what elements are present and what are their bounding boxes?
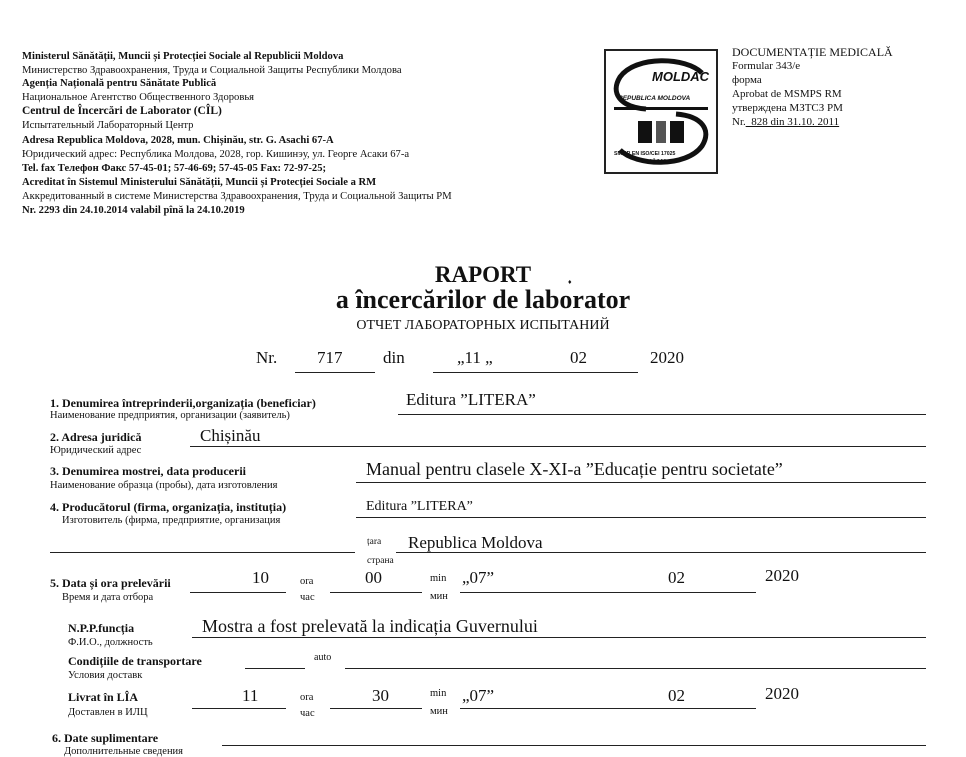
delivered-min-label-ru: мин (430, 706, 448, 717)
sampling-min[interactable]: 00 (365, 568, 382, 587)
logo-standard: SM SR EN ISO/CEI 17025 (614, 151, 676, 157)
report-nr-label: Nr. (256, 348, 278, 367)
transport-line (345, 668, 926, 669)
country-label-ru: страна (367, 556, 394, 566)
npp-label: N.P.P.funcția (68, 621, 135, 635)
header-phone: Tel. fax Телефон Факс 57-45-01; 57-46-69; 57-45-05 Fax: 72-97-25; (22, 163, 327, 174)
sampling-day[interactable]: „07” (462, 568, 495, 587)
sampling-min-line (330, 592, 422, 593)
beneficiary-value[interactable]: Editura ”LITERA” (406, 390, 536, 409)
report-din-label: din (383, 348, 405, 367)
beneficiary-label-ru: Наименование предприятия, организации (заявитель) (50, 410, 290, 421)
legal-address-label: 2. Adresa juridică (50, 430, 142, 444)
delivered-hour-label-ru: час (300, 708, 315, 719)
producer-value[interactable]: Editura ”LITERA” (366, 499, 473, 514)
sampling-hour-label: ora (300, 576, 314, 587)
header-accreditation-nr: Nr. 2293 din 24.10.2014 valabil pînă la 24.10.2019 (22, 205, 245, 216)
report-title: RAPORT (434, 262, 532, 287)
transport-value[interactable]: auto (314, 652, 332, 663)
report-nr-line (295, 372, 375, 373)
legal-address-value[interactable]: Chișinău (200, 426, 261, 445)
report-month[interactable]: 02 (570, 348, 587, 367)
delivered-min[interactable]: 30 (372, 686, 389, 705)
report-year[interactable]: 2020 (650, 348, 684, 367)
additional-label-ru: Дополнительные сведения (64, 746, 184, 757)
npp-value[interactable]: Mostra a fost prelevată la indicația Guvernului (202, 616, 538, 636)
sampling-hour-line (190, 592, 286, 593)
delivered-date-line (460, 708, 756, 709)
report-day[interactable]: „11 „ (457, 348, 493, 367)
delivered-label-ru: Доставлен в ИЛЦ (68, 707, 148, 718)
sampling-label: 5. Data și ora prelevării (50, 576, 171, 590)
delivered-min-label: min (430, 688, 447, 699)
doc-approved-ru: утверждена МЗТСЗ РМ (732, 102, 843, 114)
sampling-year[interactable]: 2020 (765, 566, 799, 585)
sample-name-value[interactable]: Manual pentru clasele X-XI-a ”Educație pentru societate” (366, 459, 783, 479)
sampling-min-label-ru: мин (430, 591, 448, 602)
header-ministry-ro: Ministerul Sănătății, Muncii și Protecției Sociale al Republicii Moldova (22, 51, 344, 62)
header-accreditation-ru: Аккредитованный в системе Министерства Здравоохранения, Труда и Социальной Защиты РМ (22, 191, 452, 202)
report-subtitle: a încercărilor de laborator (335, 285, 631, 314)
logo-code: LÎ-044 (650, 159, 666, 165)
producer-label: 4. Producătorul (firma, organizația, instituția) (50, 500, 287, 514)
report-subtitle-ru: ОТЧЕТ ЛАБОРАТОРНЫХ ИСПЫТАНИЙ (356, 318, 610, 333)
header-address-ru: Юридический адрес: Республика Молдова, 2028, гор. Кишинэу, ул. Георге Асаки 67-а (22, 149, 410, 160)
scan-mark-icon: ♦ (568, 278, 572, 286)
transport-short-line (245, 668, 305, 669)
additional-label: 6. Date suplimentare (52, 731, 159, 745)
header-agency-ru: Национальное Агентство Общественного Здоровья (22, 92, 255, 103)
doc-approved-ro: Aprobat de MSMPS RM (732, 88, 842, 100)
npp-line (192, 637, 926, 638)
report-date-line (433, 372, 638, 373)
delivered-day[interactable]: „07” (462, 686, 495, 705)
logo-name: MOLDAC (652, 69, 710, 84)
header-accreditation-ro: Acreditat în Sistemul Ministerului Sănătății, Muncii și Protecției Sociale a RM (22, 177, 377, 188)
sampling-hour[interactable]: 10 (252, 568, 269, 587)
doc-form-ro: Formular 343/e (732, 60, 801, 72)
sample-name-line (356, 482, 926, 483)
sample-name-label-ru: Наименование образца (пробы), дата изготовления (50, 480, 278, 491)
header-agency-ro: Agenția Națională pentru Sănătate Publică (22, 78, 217, 89)
delivered-hour[interactable]: 11 (242, 686, 259, 705)
doc-form-ru: форма (732, 74, 762, 86)
sampling-date-line (460, 592, 756, 593)
header-center-ro: Centrul de Încercări de Laborator (CÎL) (22, 105, 222, 117)
doc-title: DOCUMENTAȚIE MEDICALĂ (732, 45, 893, 59)
additional-line (222, 745, 926, 746)
doc-nr-prefix: Nr. (732, 116, 746, 128)
delivered-month[interactable]: 02 (668, 686, 685, 705)
sampling-min-label: min (430, 573, 447, 584)
sampling-month[interactable]: 02 (668, 568, 685, 587)
sampling-label-ru: Время и дата отбора (62, 592, 154, 603)
report-nr-value[interactable]: 717 (317, 348, 343, 367)
header-center-ru: Испытательный Лабораторный Центр (22, 120, 194, 131)
moldac-logo (604, 49, 718, 174)
npp-label-ru: Ф.И.О., должность (68, 637, 153, 648)
logo-country: REPUBLICA MOLDOVA (618, 95, 691, 102)
sample-name-label: 3. Denumirea mostrei, data producerii (50, 464, 246, 478)
country-value[interactable]: Republica Moldova (408, 533, 543, 552)
delivered-label: Livrat în LÎA (68, 690, 139, 704)
header-ministry-ru: Министерство Здравоохранения, Труда и Социальной Защиты Республики Молдова (22, 65, 402, 76)
sampling-hour-label-ru: час (300, 592, 315, 603)
legal-address-label-ru: Юридический адрес (50, 445, 142, 456)
legal-address-line (190, 446, 926, 447)
delivered-hour-label: ora (300, 692, 314, 703)
producer-line (356, 517, 926, 518)
country-label: țara (367, 537, 382, 547)
beneficiary-line (398, 414, 926, 415)
delivered-hour-line (192, 708, 286, 709)
header-address-ro: Adresa Republica Moldova, 2028, mun. Chișinău, str. G. Asachi 67-A (22, 135, 334, 146)
doc-approval-number (732, 116, 839, 128)
transport-label: Condițiile de transportare (68, 654, 202, 668)
producer-label-ru: Изготовитель (фирма, предприятие, организация (62, 515, 281, 526)
producer-extra-line (50, 552, 355, 553)
delivered-min-line (330, 708, 422, 709)
beneficiary-label: 1. Denumirea întreprinderii,organizația (beneficiar) (50, 396, 316, 410)
doc-nr-value: _828 din 31.10. 2011 (745, 116, 840, 128)
transport-label-ru: Условия доставк (68, 670, 143, 681)
delivered-year[interactable]: 2020 (765, 684, 799, 703)
